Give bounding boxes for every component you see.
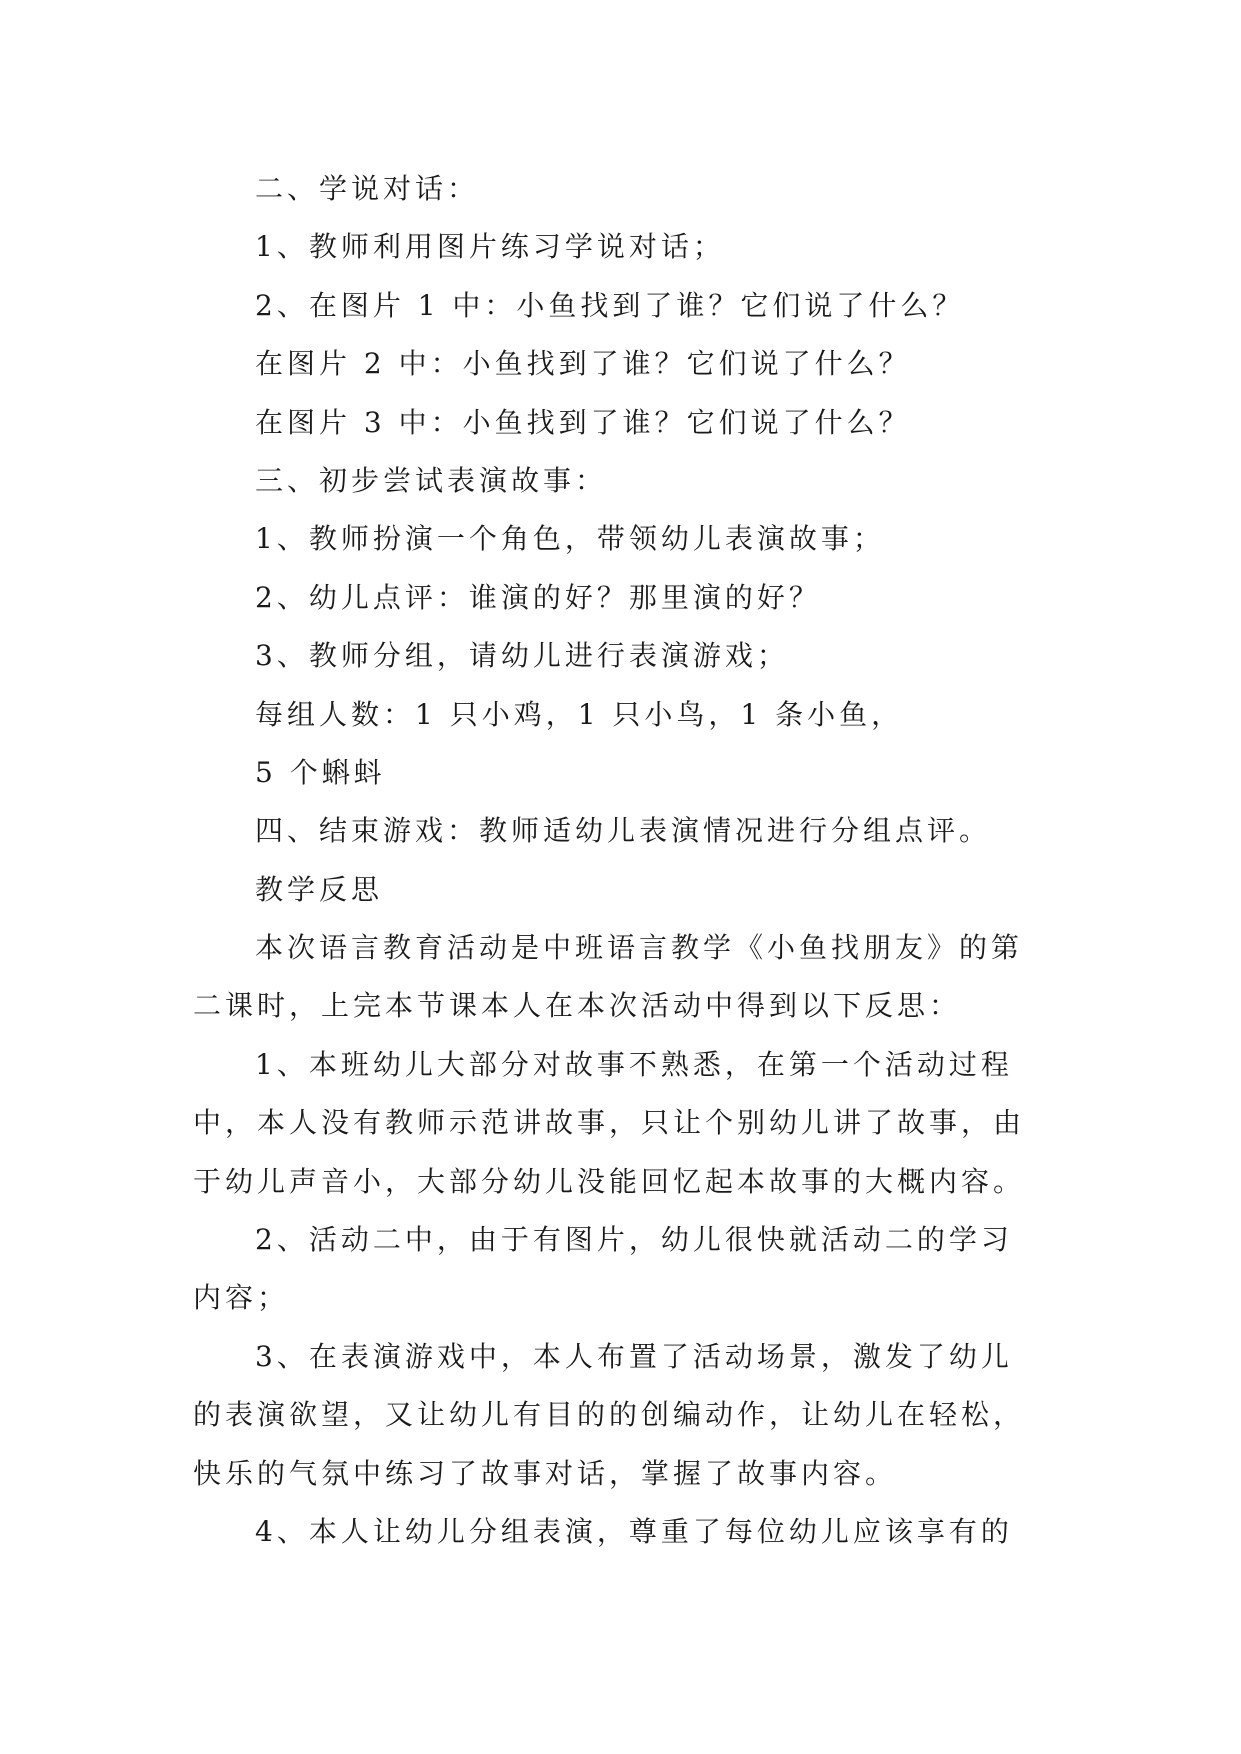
text-line: 5 个蝌蚪: [255, 755, 386, 789]
text-line: 内容；: [193, 1281, 290, 1315]
text-line: 的表演欲望，又让幼儿有目的的创编动作，让幼儿在轻松，: [193, 1398, 1026, 1432]
text-line: 1、教师扮演一个角色，带领幼儿表演故事；: [255, 522, 885, 556]
text-line: 在图片 2 中：小鱼找到了谁？它们说了什么？: [255, 347, 911, 381]
text-line: 4、本人让幼儿分组表演，尊重了每位幼儿应该享有的: [255, 1514, 1013, 1548]
text-line: 1、本班幼儿大部分对故事不熟悉，在第一个活动过程: [255, 1047, 1013, 1081]
text-line: 2、幼儿点评：谁演的好？那里演的好？: [255, 580, 821, 614]
text-line: 中，本人没有教师示范讲故事，只让个别幼儿讲了故事，由: [193, 1106, 1026, 1140]
text-line: 3、在表演游戏中，本人布置了活动场景，激发了幼儿: [255, 1339, 1013, 1373]
document-body: [193, 160, 1053, 1561]
text-line: 在图片 3 中：小鱼找到了谁？它们说了什么？: [255, 405, 911, 439]
text-line: 1、教师利用图片练习学说对话；: [255, 230, 725, 264]
text-line: 四、结束游戏：教师适幼儿表演情况进行分组点评。: [255, 814, 992, 848]
text-line: 2、活动二中，由于有图片，幼儿很快就活动二的学习: [255, 1223, 1013, 1257]
text-line: 每组人数：1 只小鸡，1 只小鸟，1 条小鱼，: [255, 697, 904, 731]
text-line: 二课时，上完本节课本人在本次活动中得到以下反思：: [193, 989, 962, 1023]
text-line: 二、学说对话：: [255, 172, 480, 205]
text-line: 2、在图片 1 中：小鱼找到了谁？它们说了什么？: [255, 288, 965, 322]
text-line: 3、教师分组，请幼儿进行表演游戏；: [255, 639, 789, 673]
text-line: 快乐的气氛中练习了故事对话，掌握了故事内容。: [193, 1456, 898, 1490]
text-line: 于幼儿声音小，大部分幼儿没能回忆起本故事的大概内容。: [193, 1164, 1026, 1198]
section-heading: 教学反思: [255, 872, 384, 906]
text-line: 本次语言教育活动是中班语言教学《小鱼找朋友》的第: [255, 931, 1024, 965]
text-line: 三、初步尝试表演故事：: [255, 463, 608, 497]
